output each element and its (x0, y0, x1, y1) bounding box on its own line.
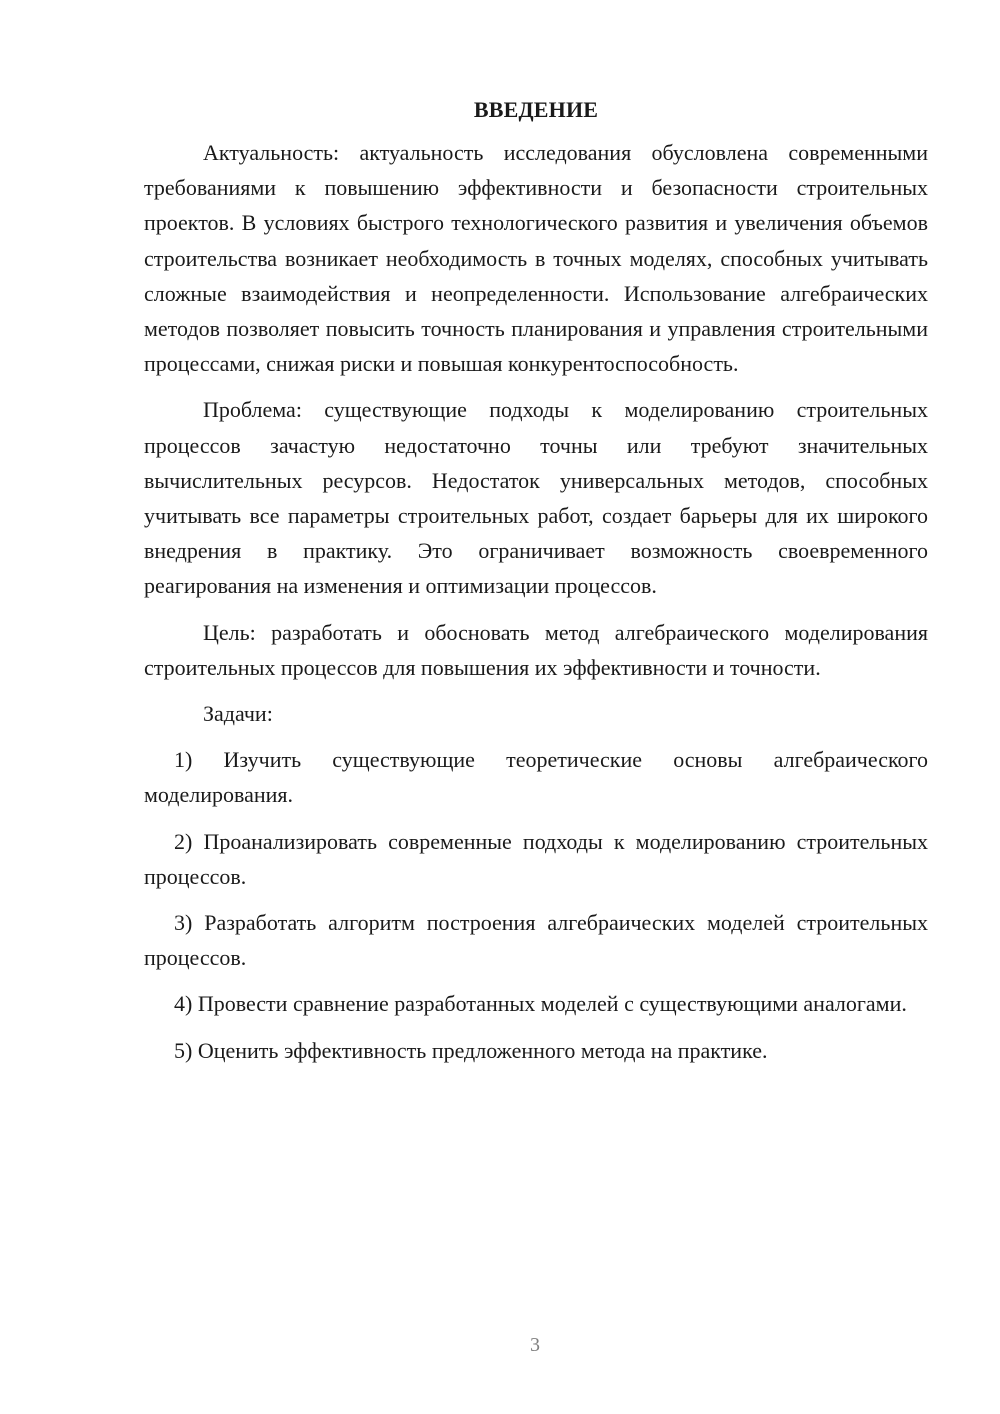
paragraph-goal: Цель: разработать и обосновать метод алгебраического моделирования строительных процессов для повышения их эффективности и точности. (144, 619, 928, 680)
task-item-4: 4) Провести сравнение разработанных моделей с существующими аналогами. (174, 991, 907, 1017)
paragraph-tasks-heading: Задачи: (203, 701, 273, 727)
task-item-3: 3) Разработать алгоритм построения алгебраических моделей строительных процессов. (144, 910, 928, 971)
section-title: ВВЕДЕНИЕ (473, 97, 599, 122)
page-number: 3 (530, 1334, 540, 1356)
task-item-2: 2) Проанализировать современные подходы к моделированию строительных процессов. (144, 828, 928, 889)
task-item-1: 1) Изучить существующие теоретические основы алгебраического моделирования. (144, 747, 928, 808)
paragraph-relevance: Актуальность: актуальность исследования обусловлена современными требованиями к повышению эффективности и безопасности строительных проектов. В условиях быстрого технологического развития и увеличения объемов строительства возникает необходимость в точных моделях, способных учитывать сложные взаимодействия и неопределенности. Использование алгебраических методов позволяет повысить точность планирования и управления строительными процессами, снижая риски и повышая конкурентоспособность. (144, 140, 928, 377)
task-item-5: 5) Оценить эффективность предложенного метода на практике. (174, 1037, 768, 1063)
paragraph-problem: Проблема: существующие подходы к моделированию строительных процессов зачастую недостаточно точны или требуют значительных вычислительных ресурсов. Недостаток универсальных методов, способных учитывать все параметры строительных работ, создает барьеры для их широкого внедрения в практику. Это ограничивает возможность своевременного реагирования на изменения и оптимизации процессов. (144, 397, 928, 599)
page-content (144, 92, 928, 1079)
